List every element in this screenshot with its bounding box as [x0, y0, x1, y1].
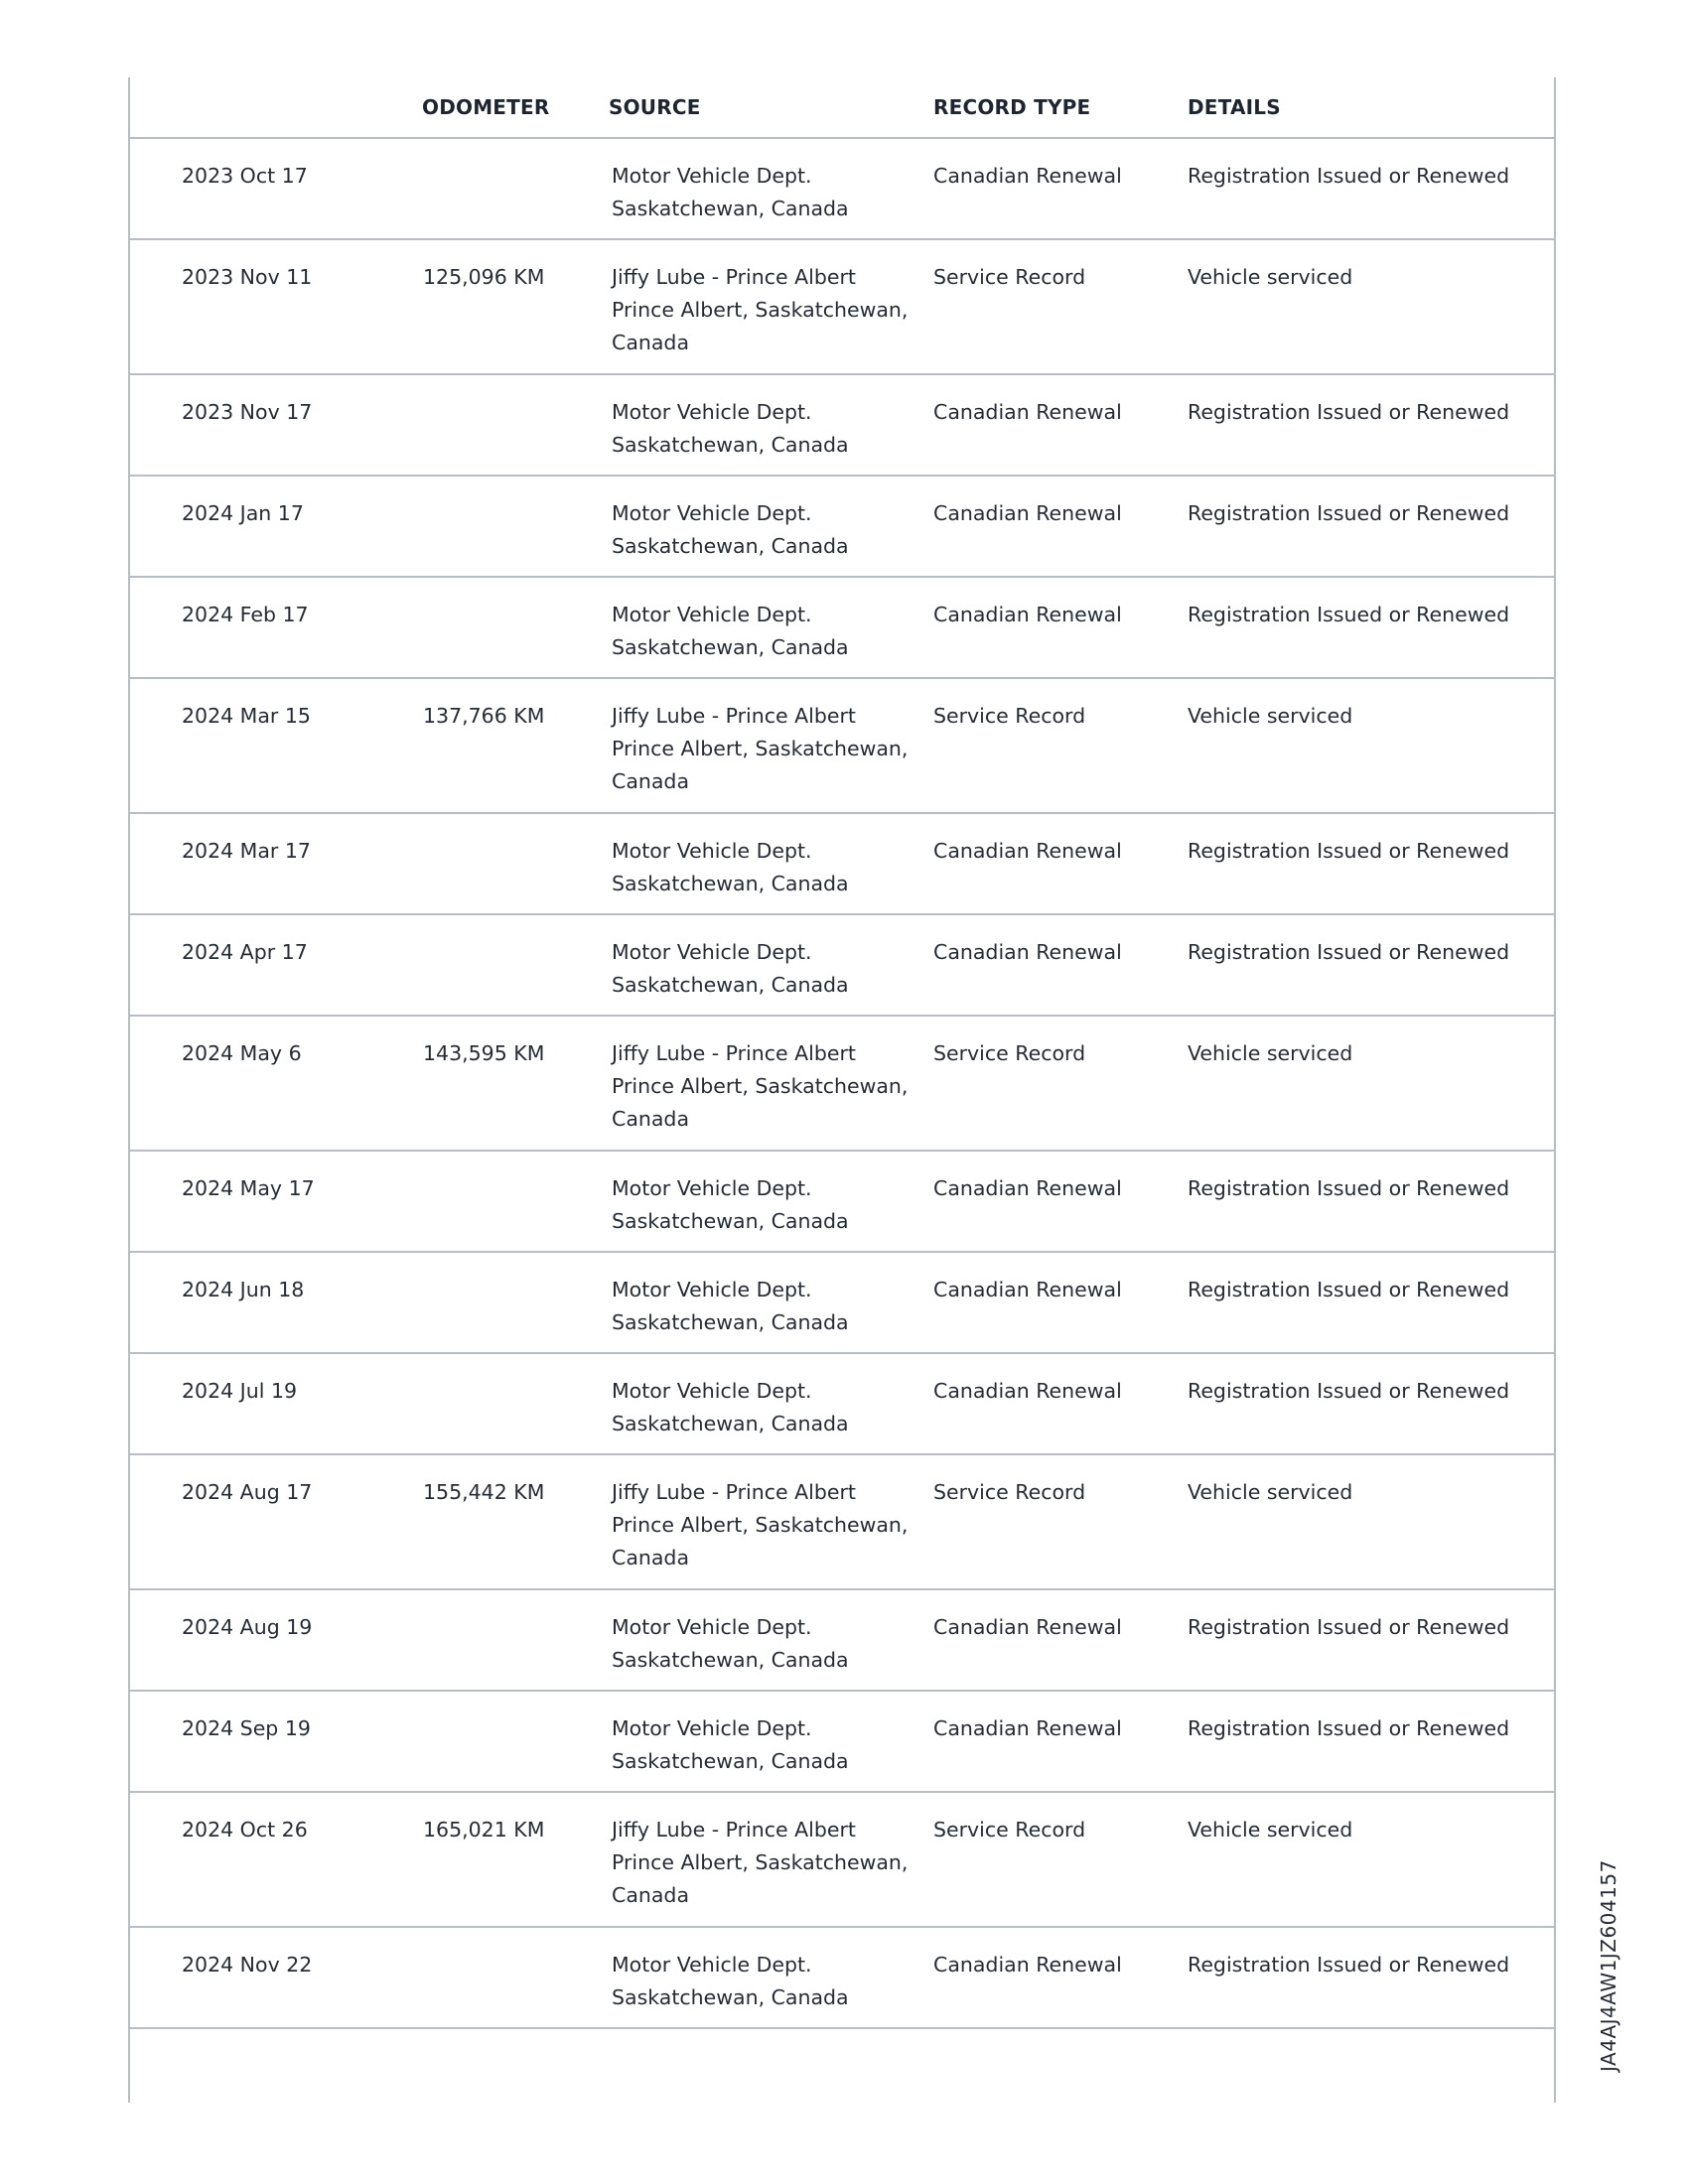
record-type: Canadian Renewal	[933, 1953, 1122, 1977]
table-row	[130, 1928, 1554, 2029]
record-details: Vehicle serviced	[1188, 265, 1353, 289]
record-date: 2024 Aug 17	[182, 1480, 313, 1504]
table-header	[130, 77, 1554, 139]
table-row	[130, 240, 1554, 375]
source-line: Saskatchewan, Canada	[612, 197, 849, 220]
table-row	[130, 1793, 1554, 1928]
record-type: Service Record	[933, 265, 1086, 289]
record-details: Registration Issued or Renewed	[1188, 839, 1510, 863]
record-type: Canadian Renewal	[933, 1615, 1122, 1639]
source-line: Saskatchewan, Canada	[612, 635, 849, 659]
record-details: Registration Issued or Renewed	[1188, 603, 1510, 626]
record-type: Canadian Renewal	[933, 501, 1122, 525]
record-details: Registration Issued or Renewed	[1188, 1615, 1510, 1639]
source-line: Motor Vehicle Dept.	[612, 1615, 812, 1639]
record-type: Service Record	[933, 1480, 1086, 1504]
source-line: Saskatchewan, Canada	[612, 1310, 849, 1334]
header-source: SOURCE	[609, 95, 701, 119]
record-details: Registration Issued or Renewed	[1188, 1379, 1510, 1403]
table-body	[130, 139, 1554, 2029]
record-source	[612, 599, 914, 664]
source-line: Prince Albert, Saskatchewan,	[612, 1850, 909, 1874]
table-row	[130, 578, 1554, 679]
record-details: Vehicle serviced	[1188, 1818, 1353, 1842]
source-line: Motor Vehicle Dept.	[612, 1176, 812, 1200]
record-source	[612, 1274, 914, 1339]
source-line: Canada	[612, 1883, 690, 1907]
source-line: Motor Vehicle Dept.	[612, 1379, 812, 1403]
table-row	[130, 1017, 1554, 1152]
source-line: Prince Albert, Saskatchewan,	[612, 298, 909, 322]
table-row	[130, 375, 1554, 477]
record-source	[612, 261, 914, 359]
source-line: Motor Vehicle Dept.	[612, 1716, 812, 1740]
record-source	[612, 936, 914, 1002]
source-line: Canada	[612, 331, 690, 354]
record-date: 2024 Nov 22	[182, 1953, 313, 1977]
source-line: Canada	[612, 769, 690, 793]
record-details: Vehicle serviced	[1188, 1480, 1353, 1504]
source-line: Jiffy Lube - Prince Albert	[612, 265, 856, 289]
record-details: Registration Issued or Renewed	[1188, 940, 1510, 964]
source-line: Jiffy Lube - Prince Albert	[612, 1041, 856, 1065]
record-date: 2024 Apr 17	[182, 940, 308, 964]
record-date: 2024 Feb 17	[182, 603, 309, 626]
table-row	[130, 477, 1554, 578]
source-line: Motor Vehicle Dept.	[612, 940, 812, 964]
record-date: 2024 Jul 19	[182, 1379, 298, 1403]
table-row	[130, 1692, 1554, 1793]
record-source	[612, 497, 914, 563]
record-details: Registration Issued or Renewed	[1188, 164, 1510, 188]
header-details: DETAILS	[1188, 95, 1281, 119]
record-type: Service Record	[933, 1818, 1086, 1842]
record-date: 2023 Nov 11	[182, 265, 313, 289]
record-source	[612, 1814, 914, 1912]
table-row	[130, 679, 1554, 814]
source-line: Saskatchewan, Canada	[612, 1412, 849, 1435]
record-odometer: 155,442 KM	[423, 1480, 545, 1504]
record-details: Registration Issued or Renewed	[1188, 1716, 1510, 1740]
record-type: Canadian Renewal	[933, 400, 1122, 424]
record-type: Canadian Renewal	[933, 1379, 1122, 1403]
record-date: 2024 May 6	[182, 1041, 302, 1065]
record-source	[612, 835, 914, 900]
source-line: Motor Vehicle Dept.	[612, 839, 812, 863]
record-source	[612, 1611, 914, 1677]
record-type: Canadian Renewal	[933, 1278, 1122, 1301]
source-line: Saskatchewan, Canada	[612, 973, 849, 997]
record-date: 2023 Nov 17	[182, 400, 313, 424]
record-source	[612, 1712, 914, 1778]
source-line: Saskatchewan, Canada	[612, 872, 849, 895]
record-details: Registration Issued or Renewed	[1188, 1278, 1510, 1301]
record-type: Canadian Renewal	[933, 164, 1122, 188]
record-odometer: 137,766 KM	[423, 704, 545, 728]
record-source	[612, 1172, 914, 1238]
source-line: Canada	[612, 1107, 690, 1131]
record-date: 2024 Jan 17	[182, 501, 304, 525]
source-line: Saskatchewan, Canada	[612, 1648, 849, 1672]
table-row	[130, 1354, 1554, 1455]
record-odometer: 125,096 KM	[423, 265, 545, 289]
record-source	[612, 160, 914, 225]
record-source	[612, 1949, 914, 2014]
record-type: Canadian Renewal	[933, 940, 1122, 964]
source-line: Canada	[612, 1546, 690, 1570]
header-odometer: ODOMETER	[422, 95, 550, 119]
source-line: Saskatchewan, Canada	[612, 1749, 849, 1773]
record-date: 2024 Jun 18	[182, 1278, 305, 1301]
record-odometer: 143,595 KM	[423, 1041, 545, 1065]
record-source	[612, 1476, 914, 1574]
source-line: Jiffy Lube - Prince Albert	[612, 704, 856, 728]
record-details: Registration Issued or Renewed	[1188, 501, 1510, 525]
source-line: Prince Albert, Saskatchewan,	[612, 1074, 909, 1098]
table-row	[130, 1590, 1554, 1692]
source-line: Motor Vehicle Dept.	[612, 164, 812, 188]
table-row	[130, 814, 1554, 915]
vin-label: JA4AJ4AW1JZ604157	[1597, 1859, 1620, 2072]
table-row	[130, 1152, 1554, 1253]
record-type: Canadian Renewal	[933, 1716, 1122, 1740]
source-line: Motor Vehicle Dept.	[612, 1953, 812, 1977]
record-source	[612, 700, 914, 798]
record-source	[612, 1037, 914, 1136]
record-type: Canadian Renewal	[933, 1176, 1122, 1200]
record-details: Registration Issued or Renewed	[1188, 1176, 1510, 1200]
record-date: 2023 Oct 17	[182, 164, 308, 188]
record-source	[612, 396, 914, 462]
source-line: Saskatchewan, Canada	[612, 1985, 849, 2009]
table-row	[130, 915, 1554, 1017]
source-line: Jiffy Lube - Prince Albert	[612, 1818, 856, 1842]
source-line: Prince Albert, Saskatchewan,	[612, 1513, 909, 1537]
record-details: Vehicle serviced	[1188, 704, 1353, 728]
record-details: Registration Issued or Renewed	[1188, 1953, 1510, 1977]
source-line: Saskatchewan, Canada	[612, 433, 849, 457]
history-table	[128, 77, 1556, 2103]
record-date: 2024 Mar 15	[182, 704, 311, 728]
source-line: Motor Vehicle Dept.	[612, 501, 812, 525]
table-row	[130, 139, 1554, 240]
source-line: Saskatchewan, Canada	[612, 534, 849, 558]
table-row	[130, 1253, 1554, 1354]
source-line: Saskatchewan, Canada	[612, 1209, 849, 1233]
source-line: Motor Vehicle Dept.	[612, 400, 812, 424]
record-type: Service Record	[933, 704, 1086, 728]
source-line: Jiffy Lube - Prince Albert	[612, 1480, 856, 1504]
source-line: Motor Vehicle Dept.	[612, 603, 812, 626]
record-details: Vehicle serviced	[1188, 1041, 1353, 1065]
record-details: Registration Issued or Renewed	[1188, 400, 1510, 424]
record-type: Service Record	[933, 1041, 1086, 1065]
record-date: 2024 Oct 26	[182, 1818, 308, 1842]
source-line: Motor Vehicle Dept.	[612, 1278, 812, 1301]
record-source	[612, 1375, 914, 1440]
header-record-type: RECORD TYPE	[933, 95, 1091, 119]
record-date: 2024 Sep 19	[182, 1716, 311, 1740]
table-row	[130, 1455, 1554, 1590]
source-line: Prince Albert, Saskatchewan,	[612, 737, 909, 760]
record-type: Canadian Renewal	[933, 839, 1122, 863]
record-date: 2024 Mar 17	[182, 839, 311, 863]
record-odometer: 165,021 KM	[423, 1818, 545, 1842]
record-date: 2024 May 17	[182, 1176, 315, 1200]
record-type: Canadian Renewal	[933, 603, 1122, 626]
record-date: 2024 Aug 19	[182, 1615, 313, 1639]
